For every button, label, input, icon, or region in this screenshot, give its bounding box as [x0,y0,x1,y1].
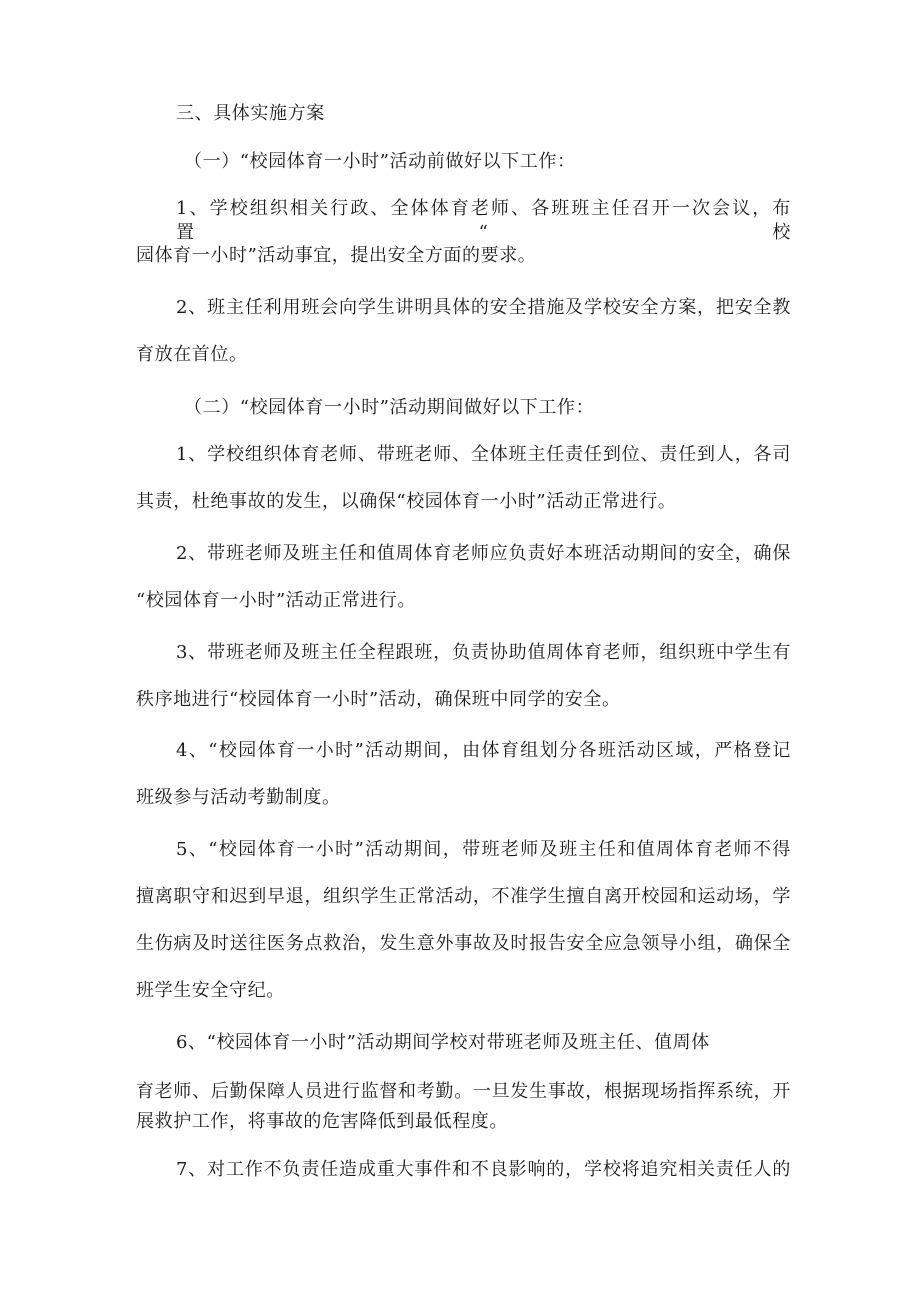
paragraph-line: “校园体育一小时”活动正常进行。 [136,590,417,611]
paragraph-line: 3、带班老师及班主任全程跟班，负责协助值周体育老师，组织班中学生有 [176,642,791,663]
paragraph-line: 6、“校园体育一小时”活动期间学校对带班老师及班主任、值周体 [176,1032,710,1053]
paragraph-line: 班学生安全守纪。 [136,980,285,1001]
paragraph-line: 生伤病及时送往医务点救治，发生意外事故及时报告安全应急领导小组，确保全 [136,933,791,954]
paragraph-line: 育老师、后勤保障人员进行监督和考勤。一旦发生事故，根据现场指挥系统，开 [136,1081,791,1102]
paragraph-line: 1、学校组织相关行政、全体体育老师、各班班主任召开一次会议，布置“校 [176,198,791,243]
paragraph-line: 1、学校组织体育老师、带班老师、全体班主任责任到位、责任到人，各司 [176,444,791,465]
subsection-heading: （二）“校园体育一小时”活动期间做好以下工作： [184,397,595,418]
paragraph-line: 5、“校园体育一小时”活动期间，带班老师及班主任和值周体育老师不得 [176,839,791,860]
paragraph-line: 2、班主任利用班会向学生讲明具体的安全措施及学校安全方案，把安全教 [176,297,791,318]
section-heading: 三、具体实施方案 [176,103,325,124]
paragraph-line: 秩序地进行“校园体育一小时”活动，确保班中同学的安全。 [136,689,621,710]
paragraph-line: 育放在首位。 [136,344,248,365]
paragraph-line: 7、对工作不负责任造成重大事件和不良影响的，学校将追究相关责任人的 [176,1159,791,1180]
paragraph-line: 园体育一小时”活动事宜，提出安全方面的要求。 [136,245,537,266]
paragraph-line: 擅离职守和迟到早退，组织学生正常活动，不准学生擅自离开校园和运动场，学 [136,886,791,907]
paragraph-line: 2、带班老师及班主任和值周体育老师应负责好本班活动期间的安全，确保 [176,543,791,564]
paragraph-line: 班级参与活动考勤制度。 [136,787,341,808]
paragraph-line: 展救护工作，将事故的危害降低到最低程度。 [136,1111,508,1132]
paragraph-line: 4、“校园体育一小时”活动期间，由体育组划分各班活动区域，严格登记 [176,740,791,761]
paragraph-line: 其责，杜绝事故的发生，以确保“校园体育一小时”活动正常进行。 [136,491,677,512]
subsection-heading: （一）“校园体育一小时”活动前做好以下工作： [184,151,576,172]
